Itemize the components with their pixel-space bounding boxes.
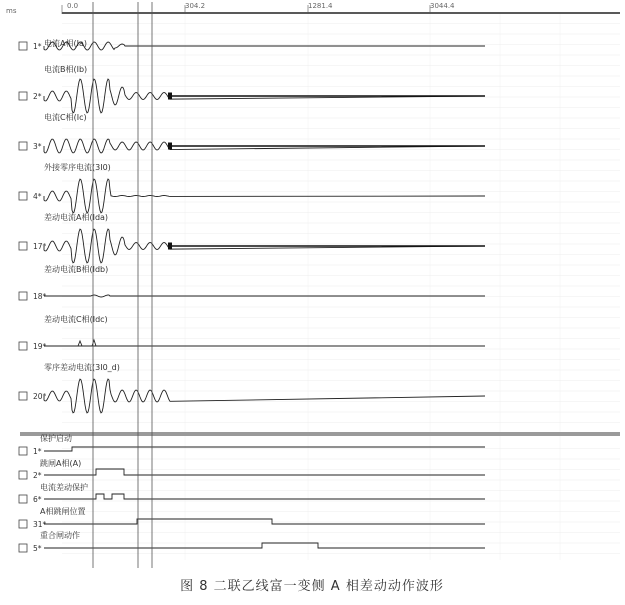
channel-name: 外接零序电流(3I0) xyxy=(44,163,111,172)
analog-channel xyxy=(19,362,485,413)
digital-channel xyxy=(19,530,485,553)
channel-checkbox[interactable] xyxy=(19,292,27,300)
channel-checkbox[interactable] xyxy=(19,92,27,100)
digital-channel xyxy=(19,433,485,456)
digital-channel xyxy=(19,458,485,480)
channel-checkbox[interactable] xyxy=(19,447,27,455)
analog-channel xyxy=(19,162,485,213)
analog-channel xyxy=(19,212,485,263)
channel-checkbox[interactable] xyxy=(19,142,27,150)
analog-channel xyxy=(19,64,485,113)
channel-name: 电流B相(Ib) xyxy=(44,65,88,74)
end-marker xyxy=(168,143,172,150)
digital-trace xyxy=(44,519,485,524)
channel-index: 4* xyxy=(33,192,42,201)
channel-index: 31* xyxy=(33,520,47,529)
waveform-trace xyxy=(44,179,485,213)
channel-name: 差动电流A相(Ida) xyxy=(44,213,109,222)
channel-index: 19* xyxy=(33,342,47,351)
channel-checkbox[interactable] xyxy=(19,520,27,528)
channel-index: 18* xyxy=(33,292,47,301)
channel-index: 2* xyxy=(33,471,42,480)
channel-index: 1* xyxy=(33,42,42,51)
channel-index: 1* xyxy=(33,447,42,456)
channel-checkbox[interactable] xyxy=(19,544,27,552)
time-tick: 1281.4 xyxy=(308,2,333,10)
channel-name: 电流C相(Ic) xyxy=(44,113,87,122)
analog-channel xyxy=(19,314,485,351)
channel-name: 零序差动电流(3I0_d) xyxy=(44,363,120,372)
channel-checkbox[interactable] xyxy=(19,342,27,350)
digital-trace xyxy=(44,469,485,475)
channel-name: 跳闸A相(A) xyxy=(40,459,82,468)
channel-name: 重合闸动作 xyxy=(40,531,80,540)
digital-trace xyxy=(44,494,485,499)
channel-name: 电流差动保护 xyxy=(40,483,88,492)
digital-trace xyxy=(44,447,485,451)
digital-trace xyxy=(44,543,485,548)
digital-channel xyxy=(19,506,485,529)
digital-channel xyxy=(19,482,485,504)
figure-caption: 图 8 二联乙线富一变侧 A 相差动动作波形 xyxy=(180,579,444,594)
channel-index: 3* xyxy=(33,142,42,151)
channel-index: 20* xyxy=(33,392,47,401)
time-tick: 0.0 xyxy=(67,2,79,10)
channel-index: 2* xyxy=(33,92,42,101)
channel-checkbox[interactable] xyxy=(19,192,27,200)
channel-name: 差动电流C相(Idc) xyxy=(44,315,108,324)
channel-name: 电流A相(Ia) xyxy=(44,39,87,48)
digital-channel-panel xyxy=(19,433,485,553)
channel-checkbox[interactable] xyxy=(19,471,27,479)
channel-checkbox[interactable] xyxy=(19,392,27,400)
channel-index: 6* xyxy=(33,495,42,504)
time-tick: 304.2 xyxy=(185,2,206,10)
channel-checkbox[interactable] xyxy=(19,42,27,50)
waveform-trace xyxy=(44,379,485,413)
end-marker xyxy=(168,243,172,250)
channel-index: 17* xyxy=(33,242,47,251)
channel-name: 差动电流B相(Idb) xyxy=(44,265,109,274)
time-tick: 3044.4 xyxy=(430,2,455,10)
end-marker xyxy=(168,93,172,100)
analog-channel xyxy=(19,264,485,301)
channel-index: 5* xyxy=(33,544,42,553)
waveform-trace xyxy=(44,42,485,50)
channel-name: 保护启动 xyxy=(40,434,72,443)
channel-checkbox[interactable] xyxy=(19,242,27,250)
analog-channel-panel xyxy=(19,38,485,413)
corner-label: ms xyxy=(6,7,17,15)
channel-checkbox[interactable] xyxy=(19,495,27,503)
channel-name: A相跳闸位置 xyxy=(40,507,86,516)
